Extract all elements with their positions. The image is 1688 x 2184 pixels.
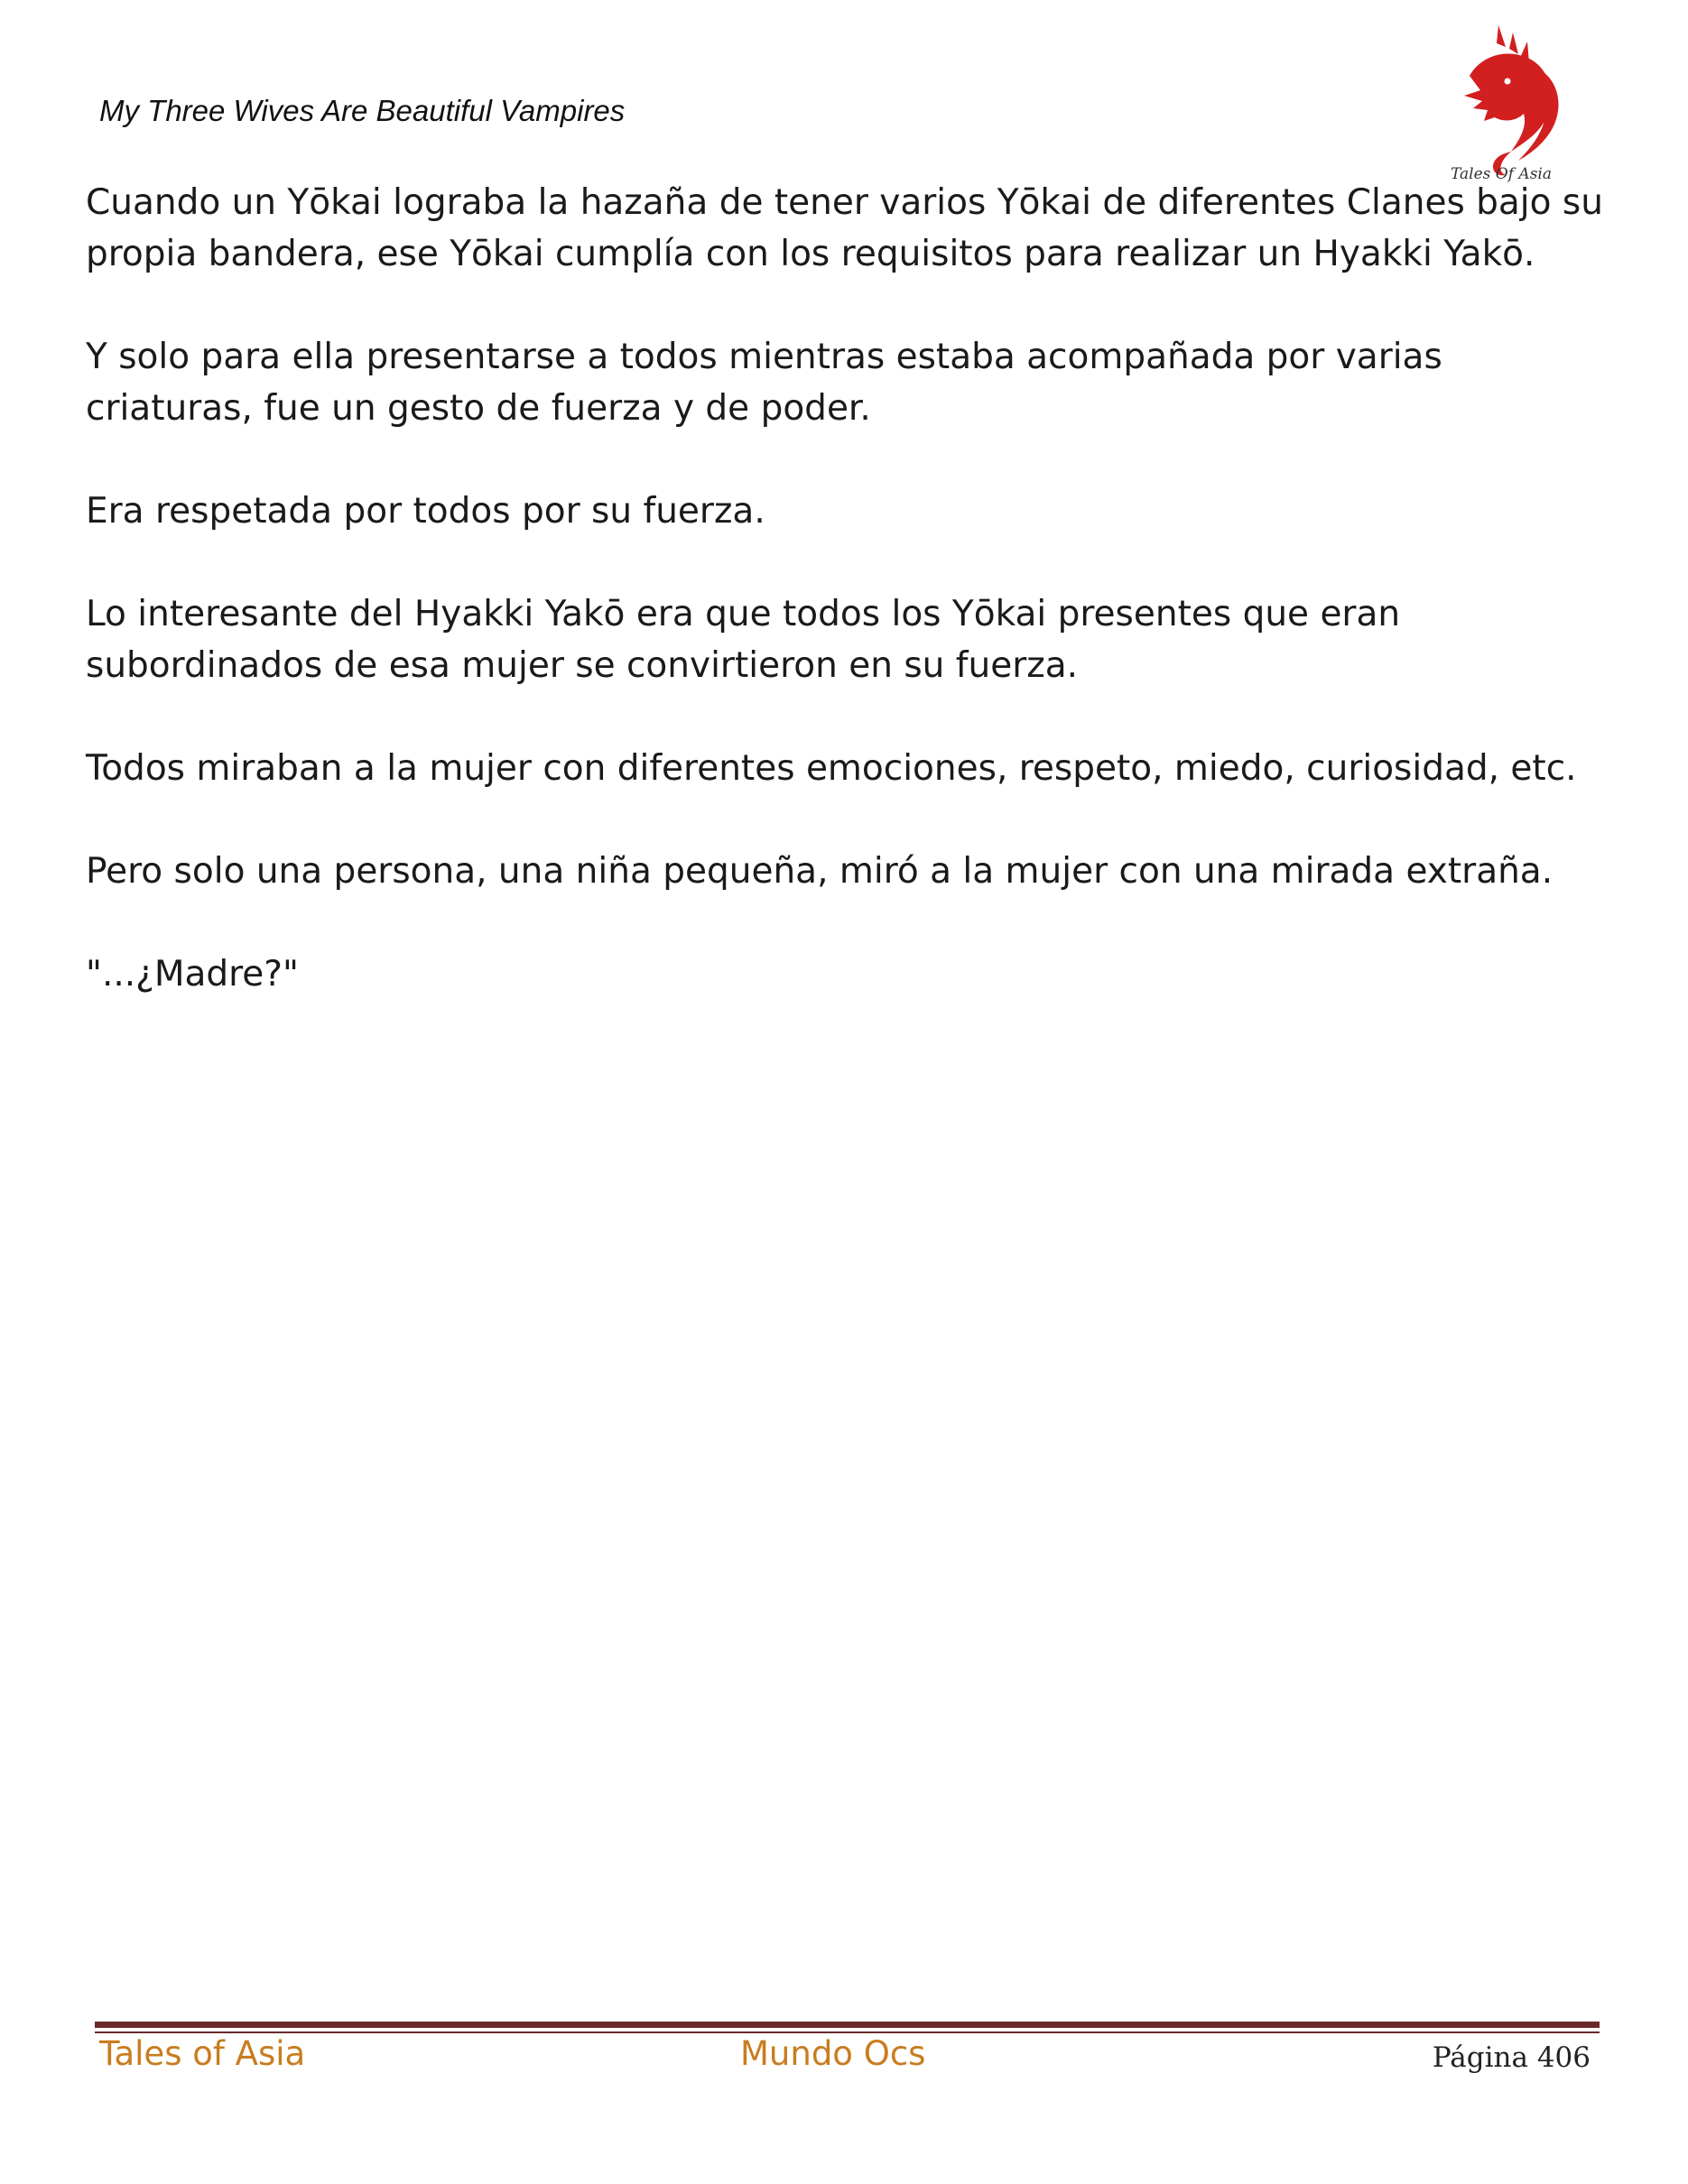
- paragraph: "...¿Madre?": [86, 954, 299, 995]
- footer-publisher: Tales of Asia: [99, 2034, 306, 2073]
- footer-section: Mundo Ocs: [740, 2034, 926, 2073]
- tales-of-asia-logo: [1433, 20, 1569, 182]
- paragraph: Era respetada por todos por su fuerza.: [86, 491, 765, 532]
- paragraph: Y solo para ella presentarse a todos mientras estaba acompañada por varias criaturas, fue un gesto de fuerza y de poder.: [86, 337, 1442, 429]
- logo-text: Tales Of Asia: [1451, 165, 1552, 182]
- chapter-body: [86, 177, 1620, 1051]
- red-dragon-icon: [1433, 20, 1569, 182]
- paragraph: Cuando un Yōkai lograba la hazaña de tener varios Yōkai de diferentes Clanes bajo su propia bandera, ese Yōkai cumplía con los requisitos para realizar un Hyakki Yakō.: [86, 182, 1603, 274]
- paragraph: Todos miraban a la mujer con diferentes emociones, respeto, miedo, curiosidad, etc.: [86, 748, 1577, 789]
- page-number: Página 406: [1432, 2041, 1591, 2074]
- footer-divider-thin: [95, 2031, 1600, 2033]
- book-title: My Three Wives Are Beautiful Vampires: [99, 94, 626, 127]
- paragraph: Pero solo una persona, una niña pequeña, miró a la mujer con una mirada extraña.: [86, 851, 1554, 892]
- paragraph: Lo interesante del Hyakki Yakō era que todos los Yōkai presentes que eran subordinados de esa mujer se convirtieron en su fuerza.: [86, 594, 1401, 686]
- footer-divider: [95, 2022, 1600, 2028]
